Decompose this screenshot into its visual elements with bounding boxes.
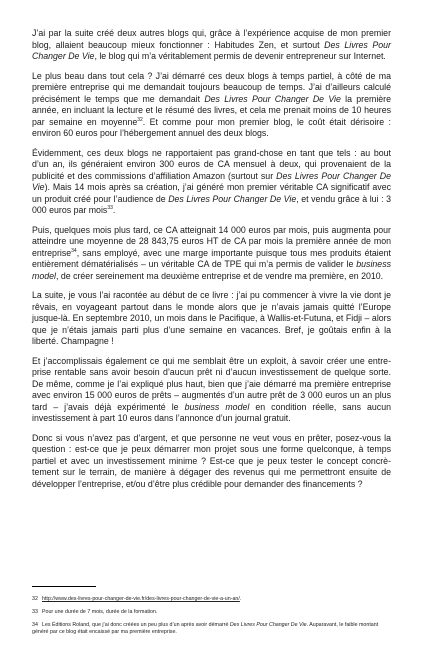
text-run: Les Éditions Roland, que j’ai donc créées un peu plus d’un après avoir démarré xyxy=(42,622,230,628)
text-run: Le plus beau dans tout cela ? J’ai démarré ces deux blogs à temps partiel, à côté de ma première entreprise qui me demandait toujours beaucoup de temps. J’ai d’ailleurs calculé précisément le temps que me demandait xyxy=(32,70,391,104)
footnote xyxy=(32,596,391,603)
text-run: ). Mais 14 mois après sa création, j’ai généré mon premier véritable CA significatif avec un produit créé pour l’audience de xyxy=(32,182,391,204)
italic-text: Des Livres Pour Changer De Vie xyxy=(32,170,391,192)
italic-text: business model xyxy=(184,401,250,412)
paragraph xyxy=(32,290,391,348)
footnote-number: 32 xyxy=(32,596,38,602)
paragraph xyxy=(32,148,391,217)
text-run: . Et comme pour mon premier blog, le coût était dérisoire : environ 60 euros pour l’hébergement annuel des deux blogs. xyxy=(32,116,391,138)
text-run: La suite, je vous l’ai racontée au début de ce livre : j’ai pu commencer à vivre la vie dont je rêvais, en voyageant partout dans le monde alors que je n’avais jamais quitté l’Europe jusque-là. En septembre 2010, un mois dans le Pacifique, à Wallis-et-Futuna, et Fidji – alors que je n’étais jamais parti plus d’une semaine en vacances. Bref, je goûtais enfin à la liberté. Champagne ! xyxy=(32,290,391,346)
text-run: la première année, en incluant la lecture et le résumé des livres, et cela me prenait moins de 10 heures par semaine en moyenne xyxy=(32,93,392,127)
paragraph xyxy=(32,225,391,283)
paragraph xyxy=(32,356,391,425)
text-run: . xyxy=(112,205,116,215)
text-run: Donc si vous n’avez pas d’argent, et que personne ne veut vous en prêter, posez-vous la question : est-ce que je peux démarrer mon projet sous une forme quelconque, à temps partiel et avec un investissement minime ? Est-ce que je peux tester le concept concrètement sur le terrain, de manière à dégager des revenus qui me permettront ensuite de développer l’entreprise, et/ou d’être plus crédible pour demander des financements ? xyxy=(32,432,391,489)
footnote-number: 33 xyxy=(32,609,38,615)
paragraph xyxy=(32,28,391,63)
body-text xyxy=(32,28,391,498)
footnote-number: 34 xyxy=(32,622,38,628)
text-run: , de créer sereinement ma deuxième entreprise et de vendre ma première, en 2010. xyxy=(55,270,384,281)
italic-text: Des Livres Pour Changer De Vie xyxy=(204,93,341,104)
paragraph xyxy=(32,433,391,491)
italic-text: Des Livres Pour Changer De Vie xyxy=(168,193,297,204)
text-run: . xyxy=(239,596,242,602)
text-run: Puis, quelques mois plus tard, ce CA atteignait 14 000 euros par mois, puis augmenta pour atteindre une moyenne de 28 843,75 euros HT de CA par mois la première année de mon entreprise xyxy=(32,224,391,258)
text-run: Et j’accomplissais également ce qui me semblait être un exploit, à savoir créer une entreprise rentable sans avoir besoin d’aucun prêt ni d’aucun investissement de quelque sorte. De même, comme je l’ai expliqué plus haut, bien que j’aie démarré ma première entreprise avec environ 15 000 euros de prêts – augmentés d’un autre prêt de 3 000 euros un an plus tard – j’avais déjà expérimenté le xyxy=(32,355,391,412)
footnote xyxy=(32,609,391,616)
italic-text: business model xyxy=(32,259,391,281)
text-run: . Auparavant, le faible montant généré par ce blog était encaissé par ma première entreprise. xyxy=(32,622,379,635)
text-run: en condition réelle, sans aucun investissement à part 10 euros dans l’annonce d’un journal gratuit. xyxy=(32,401,391,423)
text-run: , sans employé, avec une marge importante puisque tous mes produits étaient entièrement dématérialisés – un véritable CA de TPE qui m’a permis de valider le xyxy=(32,247,391,269)
text-run: , et vendu grâce à lui : 3 000 euros par mois xyxy=(32,193,391,215)
text-run: , le blog qui m’a véritablement permis de devenir entrepreneur sur Internet. xyxy=(94,51,386,61)
footnotes xyxy=(32,596,391,642)
italic-text: Des Livres Pour Changer De Vie xyxy=(32,39,391,61)
footnote-reference: 32 xyxy=(137,116,143,123)
text-run: Pour une durée de 7 mois, durée de la formation. xyxy=(42,609,158,615)
italic-text: Des Livres Pour Changer De Vie xyxy=(229,622,307,628)
footnote xyxy=(32,622,391,636)
paragraph xyxy=(32,71,391,140)
text-run: J’ai par la suite créé deux autres blogs qui, grâce à l’expérience acquise de mon premier blog, allaient beaucoup mieux fonctionner : Habitudes Zen, et surtout xyxy=(32,28,391,50)
footnote-link[interactable]: http://www.des-livres-pour-changer-de-vie.fr/des-livres-pour-changer-de-vie-a-un-an/ xyxy=(42,596,240,602)
footnote-reference: 34 xyxy=(71,247,77,254)
footnote-reference: 33 xyxy=(107,205,113,212)
footnote-separator xyxy=(32,586,96,587)
text-run: Évidemment, ces deux blogs ne rapportaient pas grand-chose en tant que tels : au bout d’un an, ils généraient environ 300 euros de CA mensuel à deux, qui provenaient de la publicité et des commissions d’affiliation Amazon (surtout sur xyxy=(32,147,391,181)
